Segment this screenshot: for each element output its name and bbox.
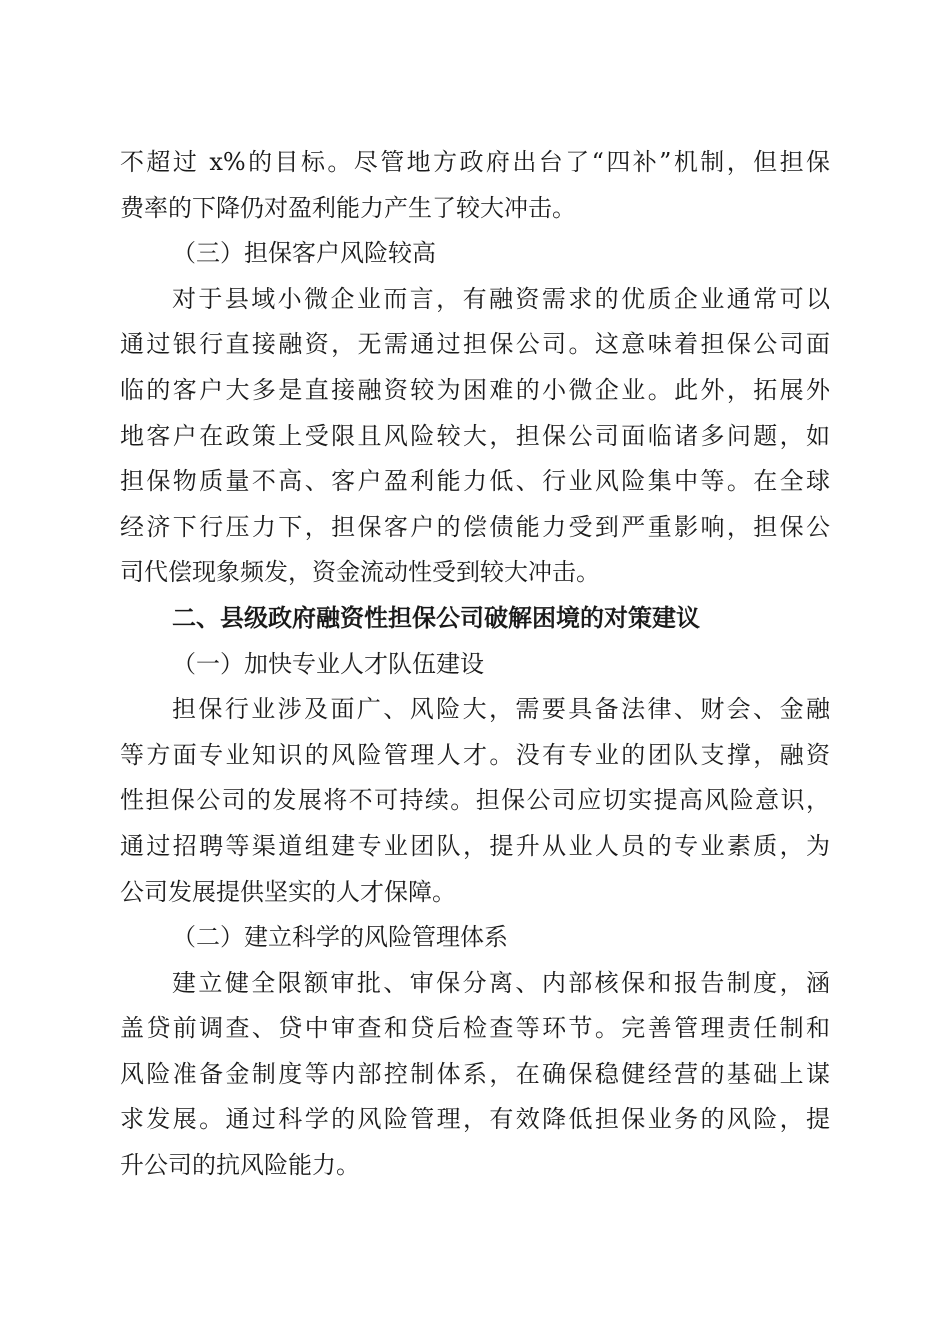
paragraph-line: 地客户在政策上受限且风险较大，担保公司面临诸多问题，如 bbox=[120, 421, 830, 450]
paragraph-line: 担保行业涉及面广、风险大，需要具备法律、财会、金融 bbox=[172, 695, 830, 724]
subsection-heading: （一）加快专业人才队伍建设 bbox=[172, 649, 484, 678]
paragraph-line: 不超过 x%的目标。尽管地方政府出台了“四补”机制，但担保 bbox=[120, 148, 830, 176]
paragraph-line: 升公司的抗风险能力。 bbox=[120, 1151, 360, 1180]
paragraph-line: 担保物质量不高、客户盈利能力低、行业风险集中等。在全球 bbox=[120, 467, 830, 496]
paragraph-line: 等方面专业知识的风险管理人才。没有专业的团队支撑，融资 bbox=[120, 740, 830, 769]
document-body bbox=[120, 140, 830, 1189]
section-heading: 二、县级政府融资性担保公司破解困境的对策建议 bbox=[172, 603, 700, 632]
paragraph-line: 建立健全限额审批、审保分离、内部核保和报告制度，涵 bbox=[172, 968, 830, 997]
paragraph-line: 盖贷前调查、贷中审查和贷后检查等环节。完善管理责任制和 bbox=[120, 1014, 830, 1043]
paragraph-line: 临的客户大多是直接融资较为困难的小微企业。此外，拓展外 bbox=[120, 375, 830, 404]
paragraph-line: 风险准备金制度等内部控制体系，在确保稳健经营的基础上谋 bbox=[120, 1059, 830, 1088]
paragraph-line: 对于县域小微企业而言，有融资需求的优质企业通常可以 bbox=[172, 284, 830, 313]
subsection-heading: （二）建立科学的风险管理体系 bbox=[172, 923, 508, 952]
paragraph-line: 经济下行压力下，担保客户的偿债能力受到严重影响，担保公 bbox=[120, 512, 830, 541]
paragraph-line: 公司发展提供坚实的人才保障。 bbox=[120, 877, 456, 906]
paragraph-line: 司代偿现象频发，资金流动性受到较大冲击。 bbox=[120, 558, 600, 587]
paragraph-line: 求发展。通过科学的风险管理，有效降低担保业务的风险，提 bbox=[120, 1105, 830, 1134]
paragraph-line: 通过招聘等渠道组建专业团队，提升从业人员的专业素质，为 bbox=[120, 831, 830, 860]
paragraph-line: 性担保公司的发展将不可持续。担保公司应切实提高风险意识， bbox=[120, 786, 830, 815]
subsection-heading: （三）担保客户风险较高 bbox=[172, 239, 436, 268]
paragraph-line: 费率的下降仍对盈利能力产生了较大冲击。 bbox=[120, 193, 576, 222]
paragraph-line: 通过银行直接融资，无需通过担保公司。这意味着担保公司面 bbox=[120, 330, 830, 359]
